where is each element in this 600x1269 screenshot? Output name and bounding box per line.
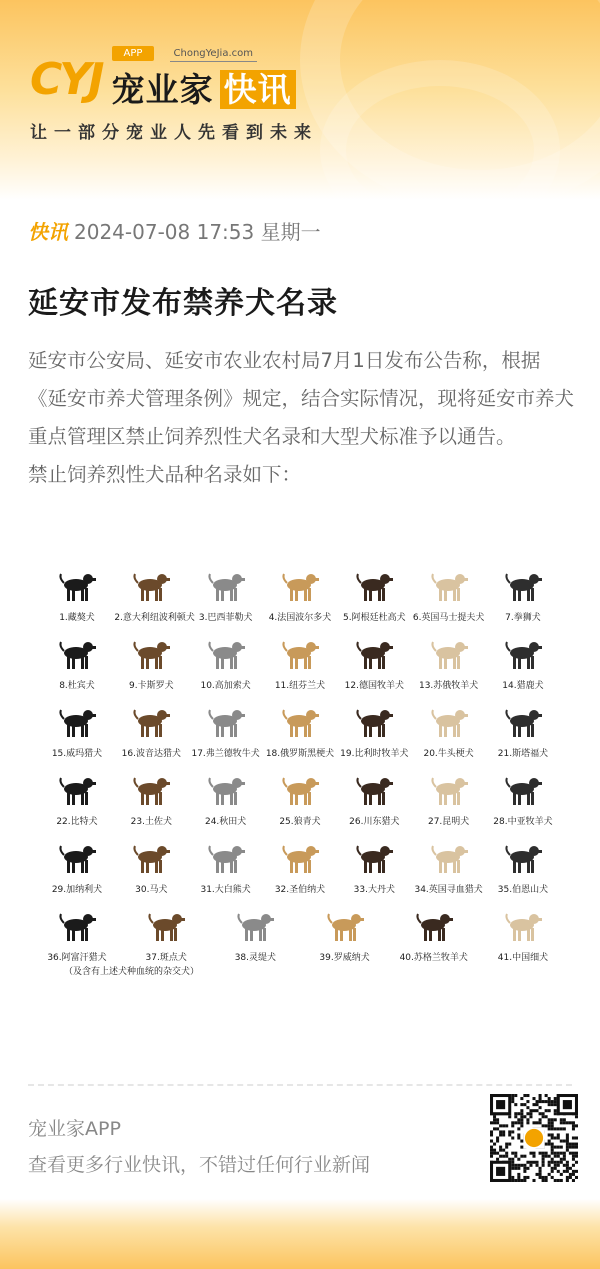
dog-breed-label: 24.秋田犬 — [204, 817, 247, 827]
flash-label: 快讯 — [28, 220, 68, 244]
dog-breed-label: 22.比特犬 — [56, 817, 98, 827]
dog-breed-item — [337, 840, 411, 908]
dog-breed-item — [263, 568, 337, 636]
article-body — [28, 342, 576, 494]
dog-breed-item — [308, 908, 382, 976]
article-title: 延安市发布禁养犬名录 — [28, 286, 338, 321]
dog-breed-label: 32.圣伯纳犬 — [274, 885, 326, 895]
dog-icon — [131, 840, 171, 876]
dog-breed-label: 34.英国寻血猎犬 — [414, 885, 483, 895]
dog-breed-label: 18.俄罗斯黑梗犬 — [265, 749, 335, 759]
dog-breed-label: 41.中国细犬 — [497, 953, 549, 963]
dog-icon — [57, 568, 97, 604]
dog-breed-label: 21.斯塔福犬 — [497, 749, 549, 759]
dog-breed-item — [486, 636, 560, 704]
brand-highlight: 快讯 — [220, 70, 296, 109]
dog-breed-item — [189, 840, 263, 908]
dog-icon — [325, 908, 365, 944]
brand-name: 宠业家 快讯 — [112, 64, 296, 111]
dog-icon — [414, 908, 454, 944]
dog-breed-label: 7.拳狮犬 — [505, 613, 541, 623]
dog-breed-label: 11.纽芬兰犬 — [274, 681, 326, 691]
dog-icon — [57, 636, 97, 672]
dog-breed-item — [114, 772, 188, 840]
dog-breed-item — [40, 568, 114, 636]
dog-breed-item — [40, 636, 114, 704]
dog-breed-label: 17.弗兰德牧牛犬 — [191, 749, 260, 759]
dog-row — [40, 568, 560, 636]
mixed-breed-note: （及含有上述犬种血统的杂交犬） — [64, 967, 200, 977]
dog-breed-label: 28.中亚牧羊犬 — [493, 817, 553, 827]
dog-breed-label: 36.阿富汗猎犬 — [47, 953, 107, 963]
dog-breed-label: 30.马犬 — [135, 885, 168, 895]
dog-breed-item — [486, 908, 560, 976]
dog-breed-item — [40, 840, 114, 908]
footer-description: 查看更多行业快讯，不错过任何行业新闻 — [28, 1154, 371, 1176]
dog-icon — [354, 840, 394, 876]
publish-datetime: 2024-07-08 17:53 星期一 — [74, 220, 321, 244]
dog-breed-label: 38.灵缇犬 — [234, 953, 277, 963]
dog-icon — [280, 772, 320, 808]
dog-breed-item — [189, 704, 263, 772]
dog-icon — [131, 636, 171, 672]
dog-breed-label: 19.比利时牧羊犬 — [340, 749, 409, 759]
dog-breed-label: 1.藏獒犬 — [59, 613, 95, 623]
dog-breed-label: 23.土佐犬 — [130, 817, 172, 827]
dog-breed-item — [114, 704, 188, 772]
logo-mark: CYJ — [30, 54, 102, 105]
dog-breed-label: 33.大丹犬 — [353, 885, 395, 895]
dog-breed-item — [218, 908, 292, 976]
dog-row — [40, 840, 560, 908]
dog-breed-item — [263, 704, 337, 772]
dog-breed-label: 4.法国波尔多犬 — [268, 613, 332, 623]
dog-breed-label: 8.杜宾犬 — [59, 681, 95, 691]
dog-icon — [503, 840, 543, 876]
dog-breed-label: 15.威玛猎犬 — [51, 749, 103, 759]
dog-icon — [131, 772, 171, 808]
dog-breed-label: 35.伯恩山犬 — [497, 885, 549, 895]
dog-icon — [206, 636, 246, 672]
dog-icon — [57, 772, 97, 808]
dog-icon — [235, 908, 275, 944]
dog-icon — [57, 908, 97, 944]
dog-breed-label: 13.苏俄牧羊犬 — [418, 681, 479, 691]
dog-icon — [354, 772, 394, 808]
dog-icon — [429, 568, 469, 604]
dog-icon — [503, 636, 543, 672]
dog-icon — [503, 568, 543, 604]
dog-breed-item — [114, 568, 195, 636]
dog-icon — [429, 704, 469, 740]
dog-breed-item — [412, 840, 486, 908]
dog-breed-item — [40, 772, 114, 840]
dog-icon — [131, 704, 171, 740]
dog-breed-item — [337, 568, 411, 636]
dog-row — [40, 636, 560, 704]
dog-breed-label: 39.罗威纳犬 — [319, 953, 370, 963]
dog-breed-item — [337, 636, 411, 704]
dog-icon — [280, 840, 320, 876]
footer-app-name: 宠业家APP — [28, 1118, 121, 1140]
dog-breed-label: 37.斑点犬 — [145, 953, 187, 963]
dog-icon — [57, 704, 97, 740]
dog-icon — [206, 840, 246, 876]
dog-breed-item — [486, 772, 560, 840]
dog-breed-label: 5.阿根廷杜高犬 — [343, 613, 406, 623]
dog-breed-label: 29.加纳利犬 — [51, 885, 103, 895]
dog-breed-label: 16.波音达猎犬 — [121, 749, 181, 759]
dog-icon — [131, 568, 171, 604]
dog-breed-label: 26.川东猎犬 — [349, 817, 400, 827]
dog-icon — [503, 704, 543, 740]
site-url: ChongYeJia.com — [170, 46, 257, 62]
dog-icon — [429, 636, 469, 672]
dog-icon — [354, 568, 394, 604]
dog-breed-item — [189, 568, 263, 636]
brand-logo — [30, 50, 342, 110]
dog-icon — [280, 568, 320, 604]
dog-icon — [146, 908, 186, 944]
dog-breed-label: 25.狼青犬 — [279, 817, 321, 827]
dog-breed-label: 40.苏格兰牧羊犬 — [399, 953, 468, 963]
dog-breed-item — [412, 772, 486, 840]
article-paragraph: 禁止饲养烈性犬品种名录如下： — [28, 463, 302, 486]
dog-breed-label: 31.大白熊犬 — [200, 885, 251, 895]
dog-breed-label: 14.猎鹿犬 — [502, 681, 544, 691]
dog-icon — [354, 636, 394, 672]
dog-breed-item — [189, 636, 263, 704]
dog-breed-item — [486, 704, 560, 772]
app-tag: APP — [112, 46, 155, 61]
dog-breed-label: 9.卡斯罗犬 — [129, 681, 174, 691]
dog-icon — [206, 772, 246, 808]
dog-breed-item — [412, 568, 486, 636]
dog-breed-item — [114, 636, 188, 704]
dog-icon — [206, 704, 246, 740]
dog-icon — [429, 772, 469, 808]
dog-breed-item — [486, 568, 560, 636]
dog-breed-item — [40, 704, 114, 772]
dog-icon — [354, 704, 394, 740]
divider — [28, 1084, 572, 1086]
dog-icon — [57, 840, 97, 876]
dog-breed-item — [263, 840, 337, 908]
banned-dog-breeds-image — [40, 568, 560, 976]
article-paragraph: 延安市公安局、延安市农业农村局7月1日发布公告称，根据《延安市养犬管理条例》规定，结合实际情况，现将延安市养犬重点管理区禁止饲养烈性犬名录和大型犬标准予以通告。 — [28, 349, 575, 448]
dog-breed-item — [397, 908, 471, 976]
dog-breed-item — [412, 704, 486, 772]
slogan: 让一部分宠业人先看到未来 — [30, 123, 318, 143]
dog-breed-label: 20.牛头梗犬 — [423, 749, 474, 759]
dog-icon — [503, 772, 543, 808]
dog-icon — [429, 840, 469, 876]
dog-breed-item — [486, 840, 560, 908]
qr-code-icon — [490, 1094, 578, 1182]
dog-breed-label: 3.巴西菲勒犬 — [198, 613, 253, 623]
dog-breed-item — [412, 636, 486, 704]
dog-breed-item — [263, 772, 337, 840]
dog-icon — [206, 568, 246, 604]
article-meta — [28, 216, 321, 245]
dog-icon — [280, 636, 320, 672]
dog-breed-item — [263, 636, 337, 704]
bottom-decoration — [0, 1199, 600, 1269]
dog-breed-item — [337, 772, 411, 840]
dog-icon — [503, 908, 543, 944]
dog-breed-item — [189, 772, 263, 840]
dog-row — [40, 704, 560, 772]
dog-row — [40, 772, 560, 840]
dog-breed-item — [114, 840, 188, 908]
dog-breed-label: 2.意大利纽波利顿犬 — [114, 613, 195, 623]
dog-breed-label: 6.英国马士提夫犬 — [412, 613, 485, 623]
dog-breed-label: 27.昆明犬 — [427, 817, 470, 827]
dog-breed-label: 10.高加索犬 — [200, 681, 251, 691]
dog-breed-item — [337, 704, 411, 772]
dog-icon — [280, 704, 320, 740]
dog-breed-label: 12.德国牧羊犬 — [344, 681, 404, 691]
